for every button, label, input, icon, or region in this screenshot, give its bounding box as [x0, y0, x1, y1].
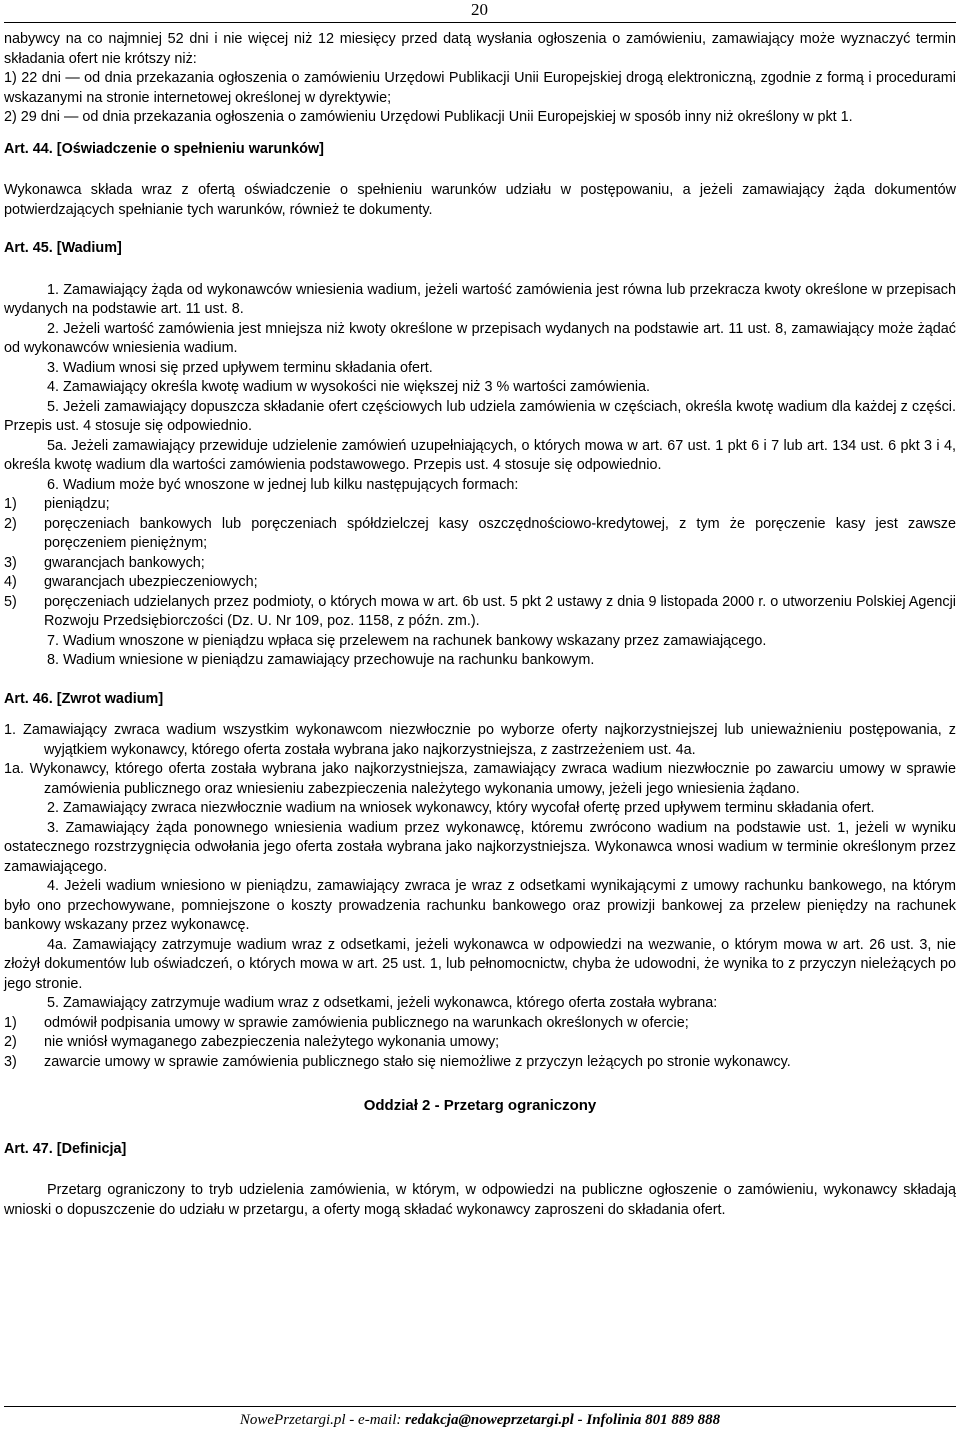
footer-rule — [4, 1406, 956, 1407]
art46-para-3: 3. Zamawiający żąda ponownego wniesienia wadium przez wykonawcę, któremu zwrócono wadium na podstawie ust. 1, jeżeli w wyniku ostatecznego rozstrzygnięcia odwołania jego oferta została wybrana jako najkorzystniejsza. Wykonawca wnosi wadium w terminie określonym przez zamawiającego. — [4, 819, 956, 875]
art46-para-2: 2. Zamawiający zwraca niezwłocznie wadium na wniosek wykonawcy, który wycofał ofertę przed upływem terminu składania ofert. — [47, 800, 875, 816]
list-item-text: zawarcie umowy w sprawie zamówienia publicznego stało się niemożliwe z przyczyn leżących po stronie wykonawcy. — [44, 1053, 791, 1070]
art45-para-1: 1. Zamawiający żąda od wykonawców wniesienia wadium, jeżeli wartość zamówienia jest równa lub przekracza kwoty określone w przepisach wydanych na podstawie art. 11 ust. 8. — [4, 281, 956, 317]
list-item-number: 3) — [4, 554, 17, 571]
art45-para-8: 8. Wadium wniesione w pieniądzu zamawiający przechowuje na rachunku bankowym. — [47, 652, 595, 668]
art46-para-5: 5. Zamawiający zatrzymuje wadium wraz z odsetkami, jeżeli wykonawca, którego oferta została wybrana: — [47, 995, 718, 1011]
art45-para-5: 5. Jeżeli zamawiający dopuszcza składanie ofert częściowych lub udziela zamówienia w częściach, określa kwotę wadium dla każdej z części. Przepis ust. 4 stosuje się odpowiednio. — [4, 398, 956, 434]
list-item-number: 1) — [4, 1014, 17, 1031]
list-item-number: 5) — [4, 593, 17, 610]
list-item-text: pieniądzu; — [44, 496, 110, 512]
art46-para-4a: 4a. Zamawiający zatrzymuje wadium wraz z odsetkami, jeżeli wykonawca w odpowiedzi na wezwanie, o którym mowa w art. 26 ust. 3, nie złożył dokumentów lub oświadczeń, o których mowa w art. 25 ust. 1, lub pełnomocnictw, chyba że udowodni, że wynika to z przyczyn nieleżących po jego stronie. — [4, 936, 956, 992]
art44-text: Wykonawca składa wraz z ofertą oświadczenie o spełnieniu warunków udziału w postępowaniu, a jeżeli zamawiający żąda dokumentów potwierdzających spełnianie tych warunków, również te dokumenty. — [4, 182, 956, 218]
art45-para-6: 6. Wadium może być wnoszone w jednej lub kilku następujących formach: — [47, 476, 519, 493]
art45-para-7: 7. Wadium wnoszone w pieniądzu wpłaca się przelewem na rachunek bankowy wskazany przez zamawiającego. — [47, 632, 767, 649]
footer-separator: - — [577, 1412, 583, 1428]
list-item-number: 4) — [4, 574, 17, 590]
header-rule — [4, 22, 956, 23]
art45-para-3: 3. Wadium wnosi się przed upływem terminu składania ofert. — [47, 359, 433, 376]
art46-para-4: 4. Jeżeli wadium wniesiono w pieniądzu, zamawiający zwraca je wraz z odsetkami wynikającymi z umowy rachunku bankowego, na którym było ono przechowywane, pomniejszone o koszty prowadzenia rachunku bankowego oraz prowizji bankowej za przelew pieniędzy na rachunek bankowy wskazany przez wykonawcę. — [4, 878, 956, 933]
intro-item-2: 2) 29 dni — od dnia przekazania ogłoszenia o zamówieniu Urzędowi Publikacji Unii Europejskiej w sposób inny niż określony w pkt 1. — [4, 109, 853, 125]
list-item-text: gwarancjach bankowych; — [44, 554, 205, 571]
art46-para-1a: 1a. Wykonawcy, którego oferta została wybrana jako najkorzystniejsza, zamawiający zwraca wadium niezwłocznie po zawarciu umowy w sprawie zamówienia publicznego oraz wniesieniu zabezpieczenia należytego wykonania umowy, jeżeli jego wniesienia żądano. — [4, 761, 956, 797]
list-item — [4, 515, 956, 554]
art45-para-2: 2. Jeżeli wartość zamówienia jest mniejsza niż kwoty określone w przepisach wydanych na podstawie art. 11 ust. 8, zamawiający może żądać od wykonawców wniesienia wadium. — [4, 320, 956, 356]
art47-text: Przetarg ograniczony to tryb udzielenia zamówienia, w którym, w odpowiedzi na publiczne ogłoszenie o zamówieniu, wykonawcy składają wnioski o dopuszczenie do udziału w przetargu, a oferty mogą składać wykonawcy zaproszeni do składania ofert. — [4, 1182, 956, 1218]
list-item — [4, 1053, 956, 1073]
list-item-text: odmówił podpisania umowy w sprawie zamówienia publicznego na warunkach określonych w ofercie; — [44, 1014, 689, 1031]
list-item — [4, 495, 956, 515]
list-item-number: 1) — [4, 496, 17, 512]
list-item-number: 2) — [4, 515, 17, 532]
art45-heading: Art. 45. [Wadium] — [4, 240, 122, 256]
list-item — [4, 1033, 956, 1053]
footer-email-link[interactable]: redakcja@noweprzetargi.pl — [405, 1412, 574, 1428]
list-item-text: nie wniósł wymaganego zabezpieczenia należytego wykonania umowy; — [44, 1034, 500, 1050]
footer-hotline: Infolinia 801 889 888 — [586, 1412, 721, 1428]
list-item — [4, 593, 956, 632]
art44-heading: Art. 44. [Oświadczenie o spełnieniu warunków] — [4, 140, 324, 157]
list-item — [4, 1014, 956, 1034]
art45-para-4: 4. Zamawiający określa kwotę wadium w wysokości nie większej niż 3 % wartości zamówienia. — [47, 379, 651, 395]
list-item-number: 2) — [4, 1034, 17, 1050]
art47-heading: Art. 47. [Definicja] — [4, 1140, 127, 1157]
list-item-text: poręczeniach bankowych lub poręczeniach spółdzielczej kasy oszczędnościowo-kredytowej, z tym że poręczenie kasy jest zawsze poręczeniem pieniężnym; — [44, 515, 956, 551]
art46-heading: Art. 46. [Zwrot wadium] — [4, 690, 164, 707]
art45-para-5a: 5a. Jeżeli zamawiający przewiduje udzielenie zamówień uzupełniających, o których mowa w art. 67 ust. 1 pkt 6 i 7 lub art. 134 ust. 6 pkt 3 i 4, określa kwotę wadium dla wartości zamówienia podstawowego. Przepis ust. 4 stosuje się odpowiednio. — [4, 437, 956, 473]
intro-paragraph: nabywcy na co najmniej 52 dni i nie więcej niż 12 miesięcy przed datą wysłania ogłoszenia o zamówieniu, zamawiający może wyznaczyć termin składania ofert nie krótszy niż: — [4, 31, 956, 67]
page-number: 20 — [471, 0, 488, 19]
list-item — [4, 573, 956, 593]
footer-site: NowePrzetargi.pl - e-mail: — [239, 1412, 402, 1428]
section-title: Oddział 2 - Przetarg ograniczony — [363, 1097, 597, 1114]
list-item-number: 3) — [4, 1053, 17, 1070]
list-item-text: gwarancjach ubezpieczeniowych; — [44, 574, 258, 590]
list-item — [4, 554, 956, 574]
list-item-text: poręczeniach udzielanych przez podmioty, o których mowa w art. 6b ust. 5 pkt 2 ustawy z dnia 9 listopada 2000 r. o utworzeniu Polskiej Agencji Rozwoju Przedsiębiorczości (Dz. U. Nr 109, poz. 1158, z późn. zm.). — [44, 593, 956, 629]
intro-item-1: 1) 22 dni — od dnia przekazania ogłoszenia o zamówieniu Urzędowi Publikacji Unii Europejskiej drogą elektroniczną, zgodnie z formą i procedurami wskazanymi na stronie internetowej określonej w dyrektywie; — [4, 70, 956, 106]
footer — [0, 1412, 960, 1429]
document-body — [4, 30, 956, 1220]
art46-para-1: 1. Zamawiający zwraca wadium wszystkim wykonawcom niezwłocznie po wyborze oferty najkorzystniejszej lub unieważnieniu postępowania, z wyjątkiem wykonawcy, którego oferta została wybrana jako najkorzystniejsza, z zastrzeżeniem ust. 4a. — [4, 722, 956, 758]
